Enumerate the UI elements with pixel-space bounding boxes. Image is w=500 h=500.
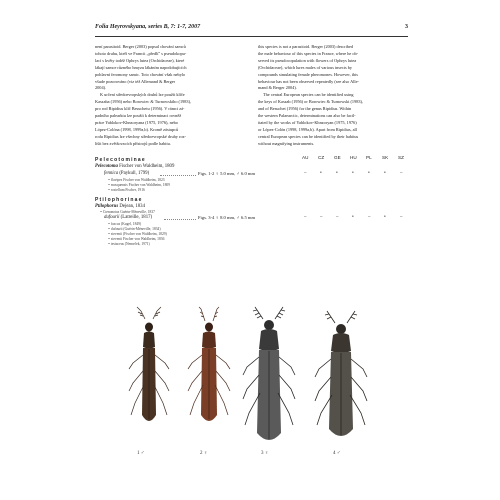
distribution-header xyxy=(302,155,412,163)
subfamily-heading: Ptilophorinae xyxy=(95,197,143,203)
figure-label: 2 ♀ xyxy=(200,451,208,456)
species-line xyxy=(104,171,149,176)
species-author: (Latreille, 1817) xyxy=(120,215,153,220)
text-line: lišit bez zvětšovacích přístrojů podle habitu. xyxy=(95,140,171,146)
figure-label: 3 ♀ xyxy=(261,451,269,456)
genus-synonym: = Ctenonotus Guérin-Méneville, 1837 xyxy=(100,210,155,214)
distribution-mark: – xyxy=(320,215,323,220)
figure-label: 1 ♂ xyxy=(137,451,145,456)
text-line: Kaszaba (1956) nebo Borowiec & Turnowskiho (1983), xyxy=(95,99,192,105)
text-line: the keys of Kaszab (1956) or Borowiec & Turnowski (1983), xyxy=(258,99,364,105)
genus-line xyxy=(95,164,174,169)
text-line: central European species can be identified by their habitus xyxy=(258,133,359,139)
country-code: SZ xyxy=(398,155,404,160)
figure-reference: Figs. 1-2 ♀ 5.0 mm, ♂ 6.0 mm xyxy=(198,171,256,176)
distribution-mark: • xyxy=(368,171,370,176)
synonym: = testaceus (Nemeček, 1971) xyxy=(108,242,150,246)
country-code: SK xyxy=(382,155,389,160)
beetle-3-image xyxy=(243,307,295,440)
synonym: = mosquensis Fischer von Waldheim, 1809 xyxy=(108,183,170,187)
distribution-mark: – xyxy=(304,171,307,176)
country-code: PL xyxy=(366,155,372,160)
distribution-mark: • xyxy=(352,215,354,220)
distribution-mark: – xyxy=(336,215,339,220)
distribution-mark: – xyxy=(304,215,307,220)
text-line: López-Colóna (1998, 1999a,b). Kromě zástupců xyxy=(95,126,179,132)
figure-reference: Figs. 3-4 ♀ 8.0 mm, ♂ 6.5 mm xyxy=(198,215,256,220)
text-line: všude pozorováno (viz též Allemand & Berger xyxy=(95,78,176,84)
beetle-1-image xyxy=(129,307,169,421)
text-line: The central European species can be identified using xyxy=(263,92,354,98)
species-line xyxy=(104,215,152,220)
text-line: pohlavní feromony samic. Toto chování však nebylo xyxy=(95,71,186,77)
text-line: lací s květy todéž Ophrys lutea (Orchidaceae), které xyxy=(95,57,185,63)
text-line: tohoto druhu, kteří ve Francii „předlí" s pseudokopu- xyxy=(95,50,187,56)
dotted-leader xyxy=(164,219,196,220)
distribution-mark: • xyxy=(384,171,386,176)
genus-name: Pelecotoma xyxy=(95,164,118,169)
distribution-mark: – xyxy=(368,215,371,220)
synonym: = rostellum Fischer, 1916 xyxy=(108,188,145,192)
synonym: = stevenii (Fischer von Waldheim, 1829) xyxy=(108,232,167,236)
text-line: 2004). xyxy=(95,85,107,91)
text-line: pro rod Ripidius klíč Besuchetu (1956). V rámci zá- xyxy=(95,106,185,112)
figure-label: 4 ♂ xyxy=(333,451,341,456)
beetle-4-image xyxy=(315,311,367,436)
species-author: (Paykull, 1799) xyxy=(119,171,150,176)
running-header xyxy=(95,24,408,37)
country-code: CZ xyxy=(318,155,325,160)
text-line: this species is not a parasitoid. Berger (2003) described xyxy=(258,44,354,49)
text-line: mand & Berger 2004). xyxy=(258,85,297,91)
beetle-photographs xyxy=(95,305,408,465)
text-line: lákají samce různého hmyzu lákáním napodobujících xyxy=(95,64,187,70)
text-line: the male behaviour of this species in France, where he ob- xyxy=(258,50,359,56)
synonym: = dufourii (Guérin-Méneville, 1834) xyxy=(108,227,161,231)
genus-name: Ptilophorus xyxy=(95,204,119,209)
distribution-mark: – xyxy=(400,215,403,220)
text-line: rodu Ripidius lze všechny středoevropské druhy roz- xyxy=(95,133,186,139)
country-code: HU xyxy=(350,155,357,160)
text-line: není parasitoid. Berger (2003) popsal chování samců xyxy=(95,44,186,49)
text-line: (Orchidaceae), which lures males of various insects by xyxy=(258,64,353,70)
genus-author: Dejean, 1834 xyxy=(119,204,145,209)
text-line: the western Palaearctic, determinations can also be facil- xyxy=(258,113,356,119)
distribution-mark: • xyxy=(352,171,354,176)
beetle-2-image xyxy=(188,307,230,421)
text-line: or López-Colón (1998, 1999a,b). Apart from Ripidius, all xyxy=(258,126,357,132)
beetle-figure-plate xyxy=(95,305,408,465)
english-text-column xyxy=(258,44,408,148)
distribution-mark: • xyxy=(320,171,322,176)
text-line: served its pseudocopulation with flowers of Ophrys lutea xyxy=(258,57,357,63)
synonym: = flavipes Fischer von Waldheim, 1823 xyxy=(108,178,165,182)
country-code: GE xyxy=(334,155,341,160)
subfamily-heading: Pelecotominae xyxy=(95,157,146,163)
species-name: dufourii xyxy=(104,215,120,220)
country-code: AU xyxy=(302,155,309,160)
text-line: padního palearktu lze použít k determinaci rovněž xyxy=(95,113,182,119)
text-line: itated by the works of Yablokov-Khnzoryan (1975, 1976) xyxy=(258,119,357,125)
dotted-leader xyxy=(160,175,196,176)
page-number: 3 xyxy=(405,24,408,30)
text-line: K určení středoevropských druhů lze použít klíče xyxy=(100,92,185,98)
synonym: = fuscus (Kugel, 1849) xyxy=(108,222,142,226)
text-line: and of Besuchet (1956) for the genus Ripidius. Within xyxy=(258,106,352,112)
journal-citation: Folia Heyrovskyana, series B, 7: 1-7, 2007 xyxy=(95,24,201,30)
text-line: compounds simulating female pheromones. However, this xyxy=(258,71,358,77)
distribution-mark: • xyxy=(336,171,338,176)
genus-author: Fischer von Waldheim, 1809 xyxy=(119,164,175,169)
czech-text-column xyxy=(95,44,245,148)
genus-line xyxy=(95,204,145,209)
synonym: = stevenii Fischer von Waldheim, 1836 xyxy=(108,237,165,241)
text-line: práce Yablokov-Khnzoryana (1975, 1976), nebo xyxy=(95,119,178,125)
distribution-mark: • xyxy=(384,215,386,220)
distribution-mark: – xyxy=(400,171,403,176)
species-name: fennica xyxy=(104,171,119,176)
text-line: behaviour has not been observed repeatedly (see also Alle- xyxy=(258,78,359,84)
text-line: without magnifying instruments. xyxy=(258,140,315,146)
